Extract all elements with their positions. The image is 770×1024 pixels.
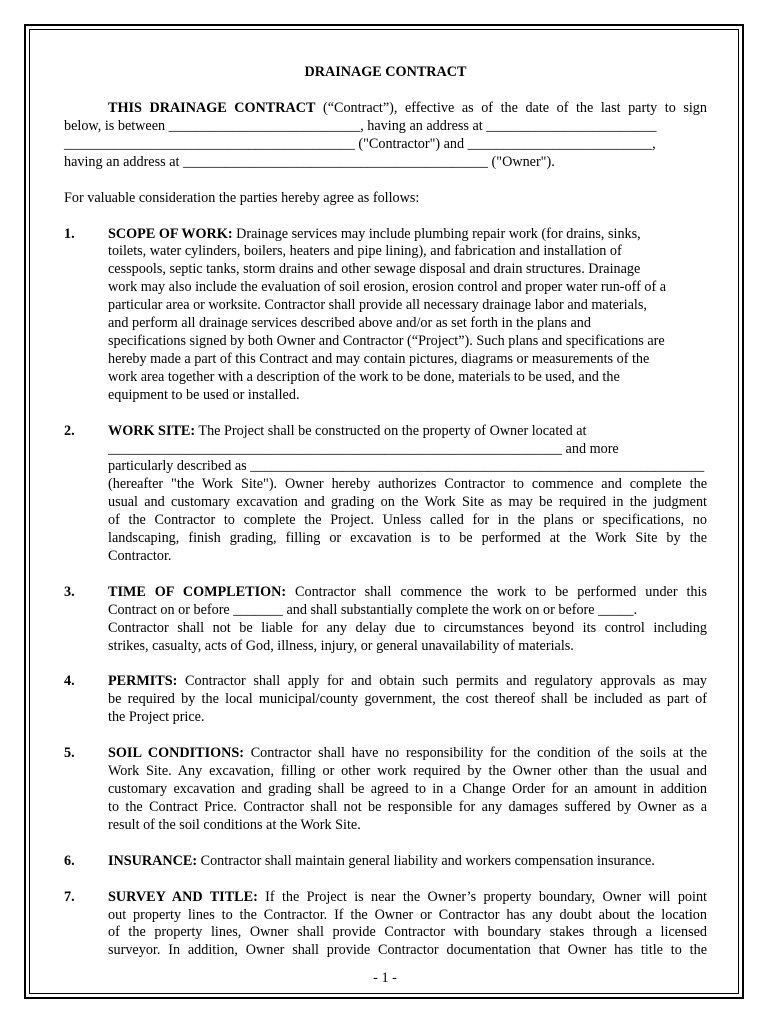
section-line: Contractor. bbox=[108, 547, 172, 564]
section-number: 6. bbox=[64, 852, 75, 869]
section-number: 7. bbox=[64, 888, 75, 905]
section-heading: SCOPE OF WORK: bbox=[108, 225, 233, 242]
section-line: Contractor shall not be liable for any delay due to circumstances beyond its control including bbox=[108, 619, 707, 636]
section-line: (hereafter "the Work Site"). Owner hereby authorizes Contractor to commence and complete the bbox=[108, 476, 707, 493]
section-line: The Project shall be constructed on the property of Owner located at bbox=[195, 422, 587, 439]
consideration-line: For valuable consideration the parties hereby agree as follows: bbox=[64, 189, 420, 206]
intro-line-2: below, is between ___________________________, having an address at ________________________ bbox=[64, 117, 657, 134]
page-number: - 1 - bbox=[373, 970, 397, 986]
section-line: particularly described as ________________________________________________________________ bbox=[108, 458, 705, 475]
section-heading: INSURANCE: bbox=[108, 852, 198, 869]
section-line: equipment to be used or installed. bbox=[108, 386, 300, 403]
section-line: If the Project is near the Owner’s property boundary, Owner will point bbox=[257, 888, 708, 905]
section-line: strikes, casualty, acts of God, illness, injury, or general unavailability of materials. bbox=[108, 637, 574, 654]
section-line: out property lines to the Contractor. If the Owner or Contractor has any doubt about the location bbox=[108, 906, 707, 923]
section-line: customary excavation and grading shall be agreed to in a Change Order for an amount in addition bbox=[108, 781, 707, 797]
section-number: 2. bbox=[64, 422, 75, 439]
section-line: hereby made a part of this Contract and may contain pictures, diagrams or measurements of the bbox=[108, 350, 650, 367]
section-line: surveyor. In addition, Owner shall provide Contractor documentation that Owner has title to the bbox=[108, 942, 707, 959]
section-line: landscaping, finish grading, filling or excavation is to be performed at the Work Site by the bbox=[108, 530, 707, 547]
document-title: DRAINAGE CONTRACT bbox=[304, 64, 467, 80]
section-line: toilets, water cylinders, boilers, heaters and pipe lining), and fabrication and installation of bbox=[108, 243, 622, 260]
section-heading: SOIL CONDITIONS: bbox=[108, 745, 245, 762]
section-number: 4. bbox=[64, 673, 75, 690]
section-heading: SURVEY AND TITLE: bbox=[108, 888, 258, 905]
section-line: of the Contractor to complete the Project. Unless called for in the plans or specifications, no bbox=[108, 512, 707, 529]
section-heading: WORK SITE: bbox=[108, 422, 196, 439]
section-line: Contractor shall have no responsibility for the condition of the soils at the bbox=[244, 745, 707, 762]
section-line: of the property lines, Owner shall provide Contractor with boundary stakes through a licensed bbox=[108, 924, 707, 941]
section-scope-of-work bbox=[64, 226, 707, 405]
section-line: Drainage services may include plumbing repair work (for drains, sinks, bbox=[232, 225, 641, 242]
section-line: and perform all drainage services described above and/or as set forth in the plans and bbox=[108, 315, 591, 332]
section-time-of-completion bbox=[64, 584, 707, 656]
section-line: work area together with a description of the work to be done, materials to be used, and the bbox=[108, 368, 620, 385]
intro-lead: THIS DRAINAGE CONTRACT bbox=[108, 100, 316, 116]
section-line: Contractor shall commence the work to be performed under this bbox=[286, 583, 707, 600]
section-heading: PERMITS: bbox=[108, 673, 178, 690]
section-line: work may also include the evaluation of soil erosion, erosion control and proper water run-off of a bbox=[108, 279, 667, 296]
section-line: particular area or worksite. Contractor shall provide all necessary drainage labor and materials, bbox=[108, 297, 647, 314]
section-work-site bbox=[64, 423, 707, 566]
section-number: 5. bbox=[64, 745, 75, 762]
intro-line-3: _________________________________________ ("Contractor") and __________________________, bbox=[64, 135, 656, 152]
section-line: be required by the local municipal/county government, the cost thereof shall be included as part of bbox=[108, 691, 707, 708]
section-line: cesspools, septic tanks, storm drains and other sewage disposal and drain structures. Drainage bbox=[108, 261, 641, 278]
section-heading: TIME OF COMPLETION: bbox=[108, 583, 287, 600]
section-line: specifications signed by both Owner and Contractor (“Project”). Such plans and specifications are bbox=[108, 332, 665, 349]
section-number: 3. bbox=[64, 583, 75, 600]
section-survey-and-title bbox=[64, 889, 707, 961]
section-line: to the Contract Price. Contractor shall not be responsible for any damages suffered by Owner as a bbox=[108, 798, 707, 815]
section-line: result of the soil conditions at the Work Site. bbox=[108, 816, 361, 833]
section-line: the Project price. bbox=[108, 709, 205, 726]
section-line: ________________________________________________________________ and more bbox=[108, 440, 619, 457]
intro-line-4: having an address at ___________________________________________ ("Owner"). bbox=[64, 153, 555, 170]
section-line: Contractor shall maintain general liability and workers compensation insurance. bbox=[197, 852, 655, 869]
section-permits bbox=[64, 673, 707, 727]
section-soil-conditions bbox=[64, 745, 707, 835]
document-body bbox=[64, 64, 707, 960]
section-insurance bbox=[64, 853, 707, 871]
intro-paragraph bbox=[64, 100, 707, 172]
intro-line-1: (“Contract”), effective as of the date of the last party to sign bbox=[315, 100, 707, 116]
section-number: 1. bbox=[64, 225, 75, 242]
section-line: Contractor shall apply for and obtain such permits and regulatory approvals as may bbox=[177, 673, 707, 690]
section-line: Work Site. Any excavation, filling or other work required by the Owner other than the usual and bbox=[108, 763, 707, 780]
section-line: Contract on or before _______ and shall substantially complete the work on or before _____. bbox=[108, 601, 638, 618]
section-line: usual and customary excavation and grading on the Work Site as may be required in the judgment bbox=[108, 494, 707, 511]
